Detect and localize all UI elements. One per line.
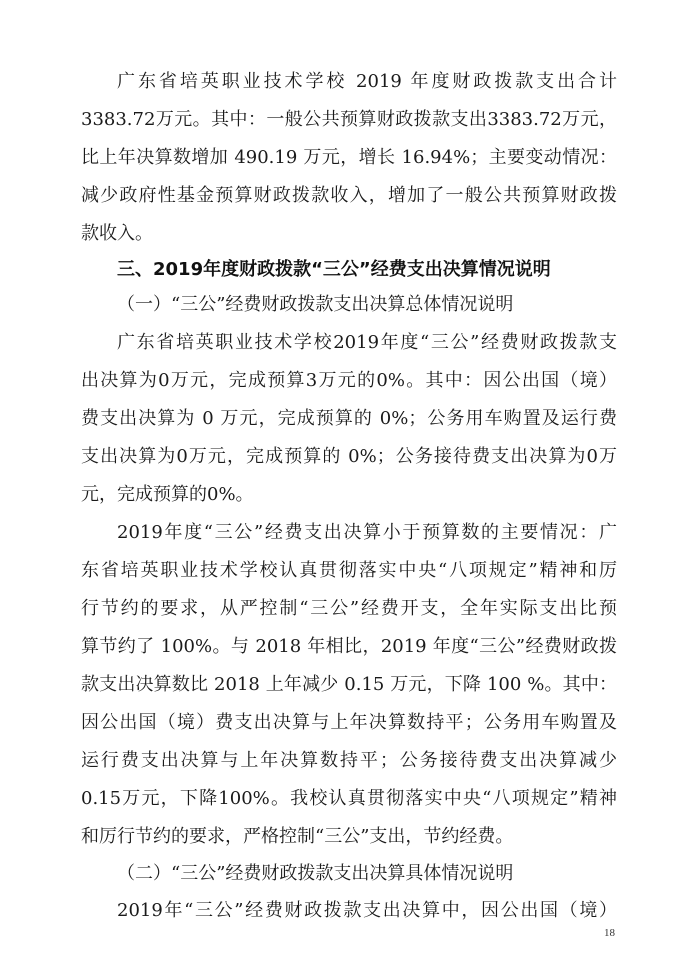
paragraph-3-line-2: 东省培英职业技术学校认真贯彻落实中央“八项规定”精神和厉	[81, 560, 617, 581]
paragraph-1-line-2: 3383.72万元。其中：一般公共预算财政拨款支出3383.72万元，	[81, 109, 617, 130]
subsection-1-heading: （一）“三公”经费财政拨款支出决算总体情况说明	[117, 294, 514, 315]
paragraph-2-line-3: 费支出决算为 0 万元，完成预算的 0%；公务用车购置及运行费	[81, 408, 617, 429]
paragraph-3-line-4: 算节约了 100%。与 2018 年相比，2019 年度“三公”经费财政拨	[81, 636, 617, 657]
paragraph-3-line-8: 0.15万元，下降100%。我校认真贯彻落实中央“八项规定”精神	[81, 788, 617, 809]
paragraph-2-line-4: 支出决算为0万元，完成预算的 0%；公务接待费支出决算为0万	[81, 446, 617, 467]
paragraph-2-line-2: 出决算为0万元，完成预算3万元的0%。其中：因公出国（境）	[81, 370, 617, 391]
page-number: 18	[604, 927, 615, 939]
paragraph-3-line-3: 行节约的要求，从严控制“三公”经费开支，全年实际支出比预	[81, 598, 617, 619]
paragraph-3-line-5: 款支出决算数比 2018 上年减少 0.15 万元，下降 100 %。其中：	[81, 674, 617, 695]
paragraph-2-line-5: 元，完成预算的0%。	[81, 484, 254, 505]
paragraph-3-line-7: 运行费支出决算与上年决算数持平；公务接待费支出决算减少	[81, 750, 617, 771]
paragraph-1-line-4: 减少政府性基金预算财政拨款收入，增加了一般公共预算财政拨	[81, 185, 617, 206]
paragraph-1-line-1: 广东省培英职业技术学校 2019 年度财政拨款支出合计	[117, 71, 617, 92]
section-3-heading: 三、2019年度财政拨款“三公”经费支出决算情况说明	[117, 259, 551, 280]
subsection-2-heading: （二）“三公”经费财政拨款支出决算具体情况说明	[117, 863, 514, 884]
paragraph-4-line-1: 2019年“三公”经费财政拨款支出决算中，因公出国（境）	[117, 900, 617, 921]
paragraph-1-line-5: 款收入。	[81, 223, 153, 244]
paragraph-2-line-1: 广东省培英职业技术学校2019年度“三公”经费财政拨款支	[117, 332, 617, 353]
paragraph-3-line-1: 2019年度“三公”经费支出决算小于预算数的主要情况：广	[117, 522, 617, 543]
paragraph-3-line-6: 因公出国（境）费支出决算与上年决算数持平；公务用车购置及	[81, 712, 617, 733]
paragraph-3-line-9: 和厉行节约的要求，严格控制“三公”支出，节约经费。	[81, 826, 514, 847]
paragraph-1-line-3: 比上年决算数增加 490.19 万元，增长 16.94%；主要变动情况：	[81, 147, 617, 168]
